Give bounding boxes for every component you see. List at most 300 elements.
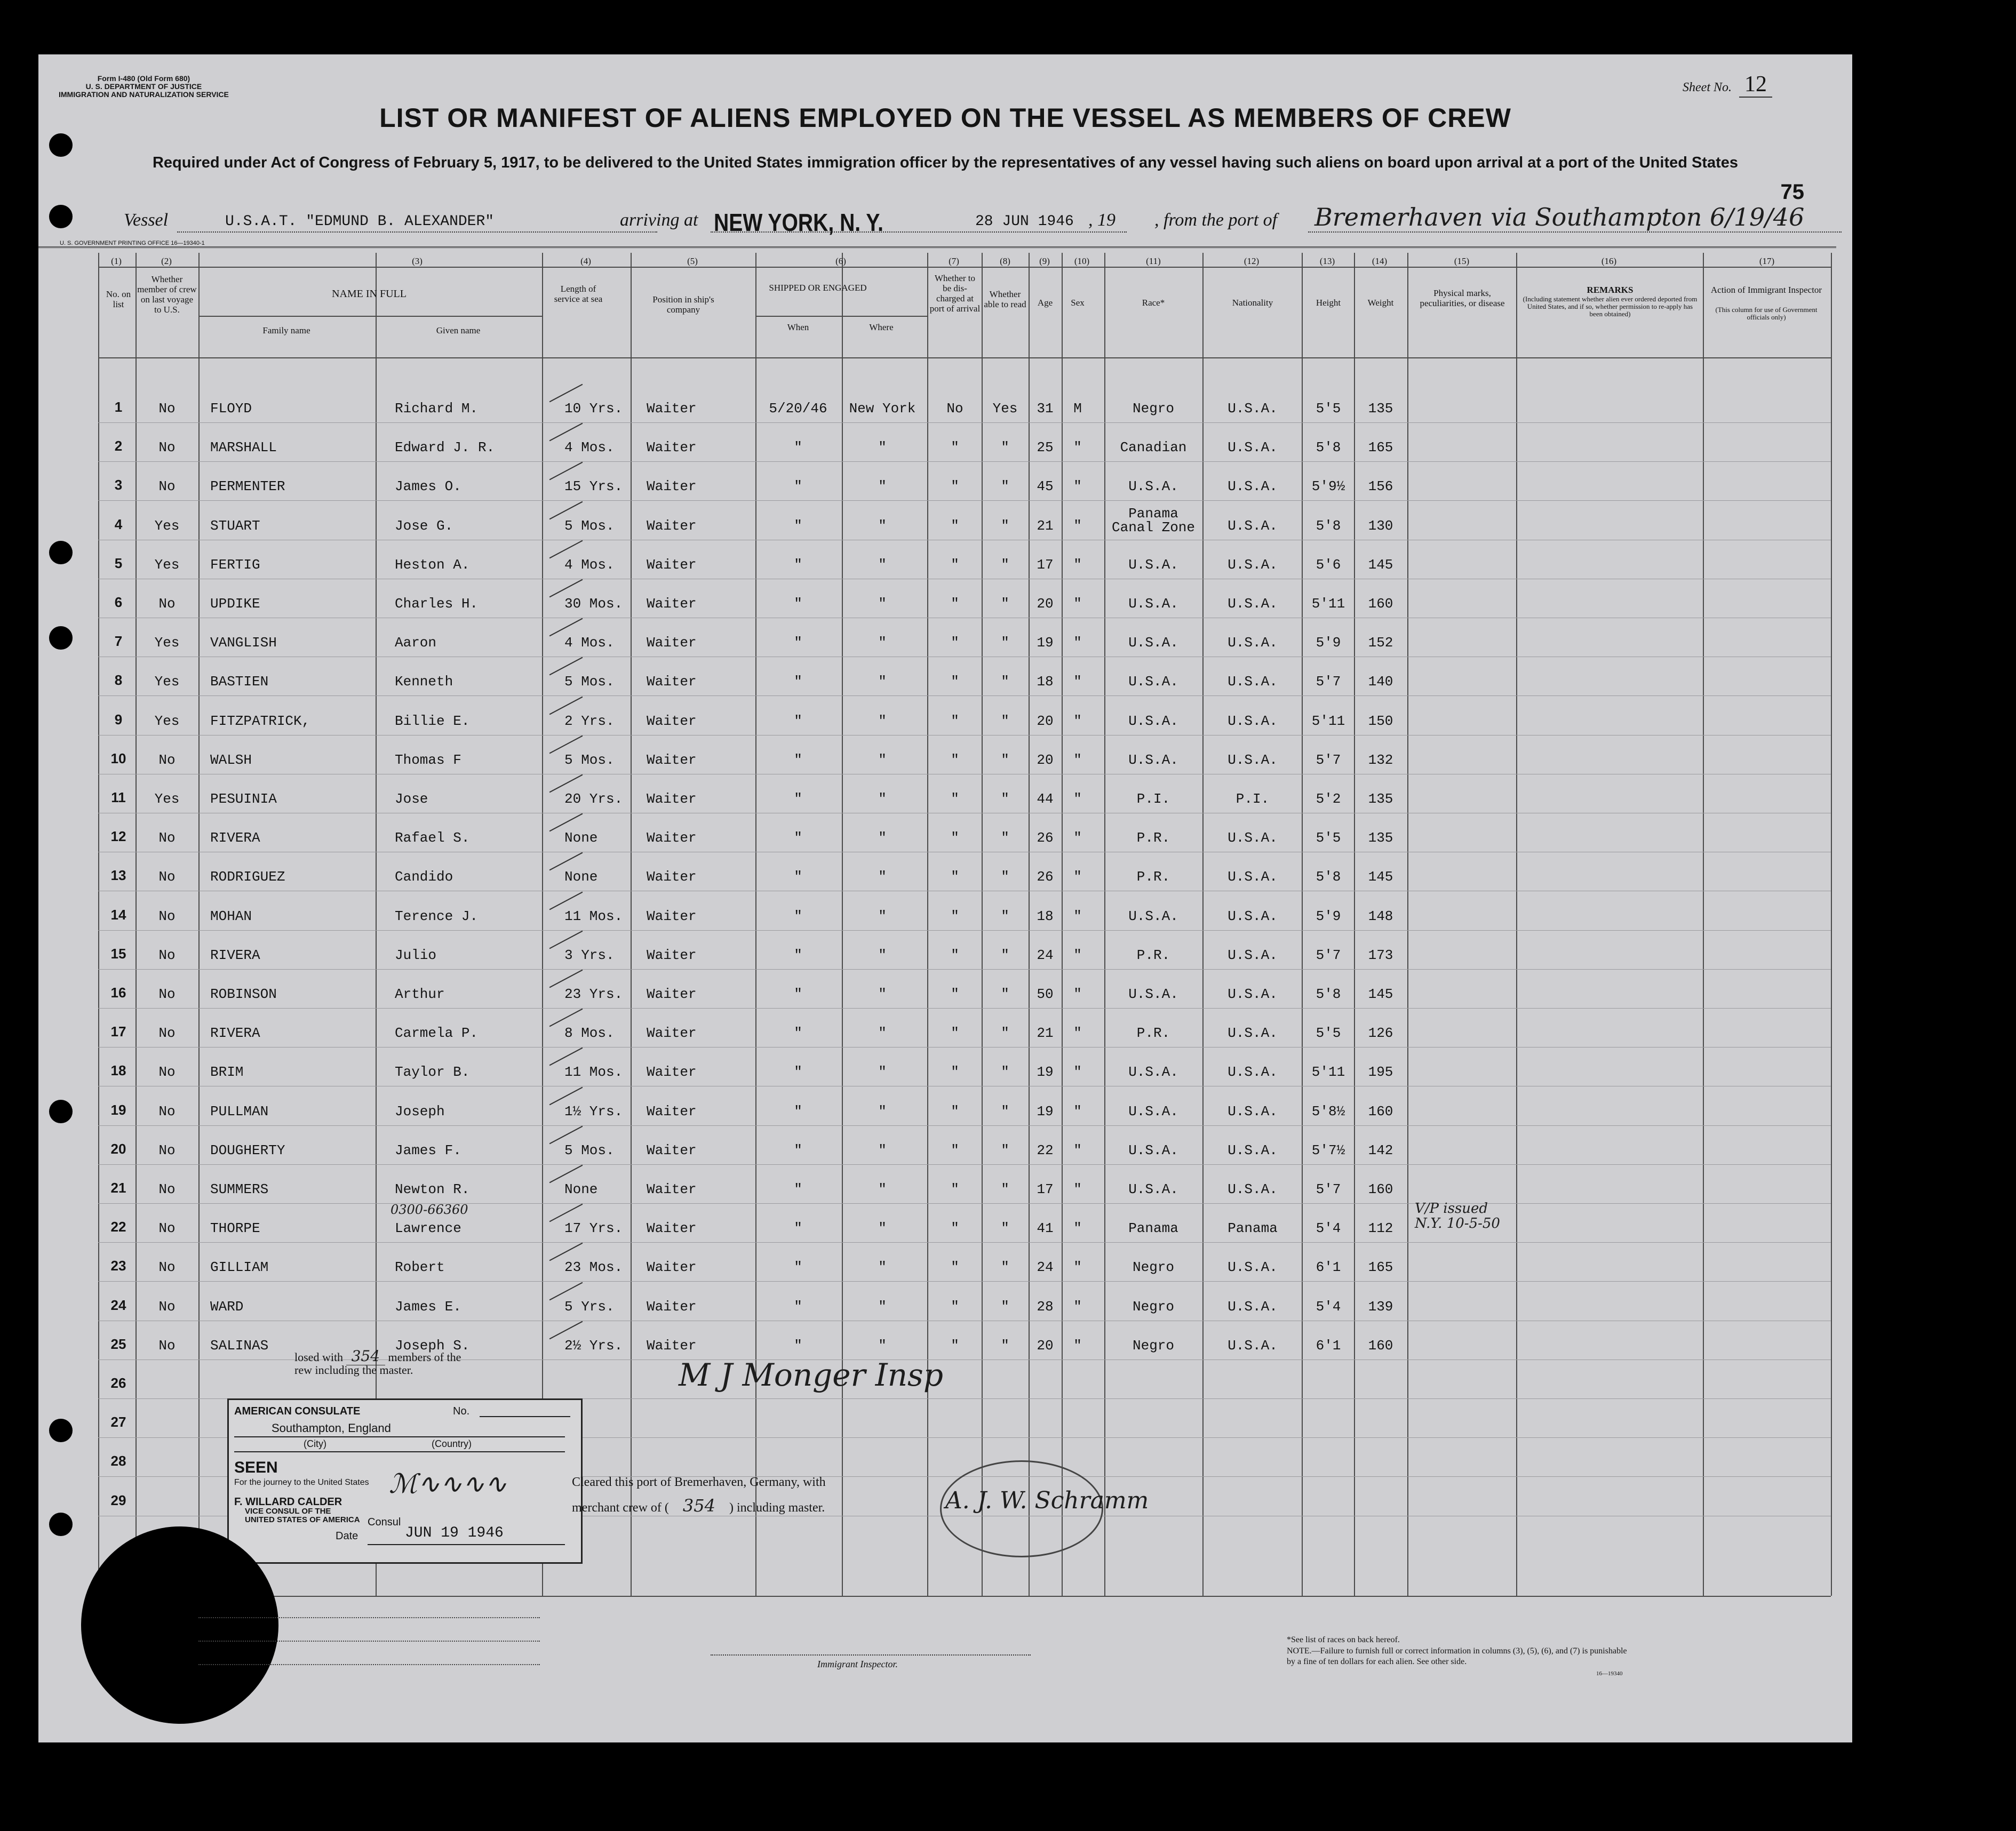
cell-family: GILLIAM — [210, 1259, 269, 1276]
cell-race: Panama Canal Zone — [1111, 505, 1196, 535]
cell-family: FERTIG — [210, 556, 260, 573]
cell-when: " — [794, 1181, 802, 1197]
cell-given: Rafael S. — [395, 830, 470, 846]
cell-height: 5'5 — [1316, 830, 1341, 846]
cell-when: " — [794, 635, 802, 651]
cell-position: Waiter — [647, 1064, 697, 1081]
cell-read: " — [1001, 1337, 1009, 1354]
cell-disch: " — [951, 1298, 959, 1315]
col-header-nationality: Nationality — [1232, 298, 1273, 308]
cell-given: Aaron — [395, 635, 437, 651]
column-number: (10) — [1074, 256, 1090, 266]
checkmark-icon — [549, 1204, 583, 1222]
cell-sex: " — [1073, 596, 1082, 612]
cell-given: Newton R. — [395, 1181, 470, 1197]
city-label: (City) — [304, 1438, 326, 1449]
cell-nat: U.S.A. — [1228, 908, 1278, 924]
cell-age: 19 — [1037, 635, 1054, 651]
cell-service: None — [564, 830, 598, 846]
cell-weight: 135 — [1368, 401, 1393, 417]
cell-height: 5'8½ — [1311, 1103, 1345, 1120]
cell-race: Negro — [1132, 1337, 1174, 1354]
cell-disch: " — [951, 751, 959, 768]
cell-family: STUART — [210, 517, 260, 534]
cell-disch: " — [951, 791, 959, 807]
checkmark-icon — [549, 852, 583, 871]
cell-given: Jose G. — [395, 517, 453, 534]
cell-where: " — [878, 869, 887, 885]
cell-nat: U.S.A. — [1228, 1259, 1278, 1276]
cell-service: 20 Yrs. — [564, 791, 623, 807]
cell-read: " — [1001, 986, 1009, 1002]
cell-height: 6'1 — [1316, 1259, 1341, 1276]
table-column-rule — [376, 253, 377, 1596]
cell-where: New York — [849, 401, 916, 417]
row-rule — [98, 1047, 1831, 1048]
cell-nat: U.S.A. — [1228, 830, 1278, 846]
consulate-no-label: No. — [453, 1405, 470, 1417]
cell-where: " — [878, 1181, 887, 1197]
cell-height: 5'9 — [1316, 908, 1341, 924]
row-number: 10 — [110, 750, 126, 766]
cell-position: Waiter — [647, 986, 697, 1002]
remark-row-22: V/P issued N.Y. 10-5-50 — [1415, 1201, 1500, 1232]
checkmark-icon — [549, 1009, 583, 1027]
cell-age: 20 — [1037, 1337, 1054, 1354]
cell-sex: M — [1073, 401, 1082, 417]
cell-race: P.R. — [1136, 830, 1170, 846]
col-header-able-read: Whether able to read — [984, 289, 1026, 309]
row-number: 23 — [110, 1258, 126, 1274]
cell-prev: No — [158, 401, 176, 417]
col-header-sex: Sex — [1071, 298, 1085, 308]
cell-weight: 150 — [1368, 713, 1393, 729]
cleared-text-a: merchant crew of ( — [572, 1501, 669, 1515]
cell-service: 3 Yrs. — [564, 947, 615, 963]
cell-read: " — [1001, 1181, 1009, 1197]
col-header-given: Given name — [436, 325, 481, 335]
cell-service: 1½ Yrs. — [564, 1103, 623, 1120]
cell-given: Terence J. — [395, 908, 479, 924]
cell-disch: " — [951, 1259, 959, 1276]
consul-name: F. WILLARD CALDER — [234, 1496, 342, 1508]
cell-read: " — [1001, 791, 1009, 807]
cell-position: Waiter — [647, 478, 697, 495]
cell-race: Canadian — [1120, 439, 1187, 456]
cell-where: " — [878, 1259, 887, 1276]
cell-when: " — [794, 1064, 802, 1081]
consulate-city: Southampton, England — [272, 1421, 391, 1435]
row-number: 2 — [114, 438, 123, 454]
cell-position: Waiter — [647, 908, 697, 924]
cell-weight: 160 — [1368, 1103, 1393, 1120]
cell-weight: 139 — [1368, 1298, 1393, 1315]
row-rule — [98, 1125, 1831, 1126]
from-label: , from the port of — [1154, 210, 1278, 230]
cell-age: 26 — [1037, 869, 1054, 885]
col-header-weight: Weight — [1367, 298, 1394, 308]
checkmark-icon — [549, 1125, 583, 1144]
cell-race: U.S.A. — [1128, 751, 1178, 768]
table-column-rule — [198, 253, 200, 1596]
cell-height: 5'2 — [1316, 791, 1341, 807]
cell-family: WALSH — [210, 751, 252, 768]
cell-given: Thomas F — [395, 751, 461, 768]
cell-service: 4 Mos. — [564, 556, 615, 573]
checkmark-icon — [549, 970, 583, 988]
table-row-rule — [98, 267, 1831, 268]
cell-age: 45 — [1037, 478, 1054, 495]
column-number: (3) — [412, 256, 423, 266]
cell-when: " — [794, 986, 802, 1002]
cell-when: " — [794, 713, 802, 729]
cell-height: 5'5 — [1316, 401, 1341, 417]
cell-position: Waiter — [647, 1103, 697, 1120]
table-column-rule — [631, 253, 632, 1596]
closure-text-a: losed with — [294, 1350, 344, 1364]
row-number: 22 — [110, 1219, 126, 1235]
cell-disch: " — [951, 986, 959, 1002]
row-rule — [98, 461, 1831, 462]
cell-family: MARSHALL — [210, 439, 277, 456]
cell-sex: " — [1073, 517, 1082, 534]
cell-race: P.R. — [1136, 947, 1170, 963]
row-number: 21 — [110, 1180, 126, 1196]
cell-read: " — [1001, 751, 1009, 768]
cell-disch: No — [946, 401, 963, 417]
cell-family: BRIM — [210, 1064, 244, 1081]
cell-when: " — [794, 869, 802, 885]
cell-read: " — [1001, 1103, 1009, 1120]
cell-sex: " — [1073, 713, 1082, 729]
cell-race: P.R. — [1136, 869, 1170, 885]
consul-label: Consul — [368, 1516, 401, 1528]
cell-where: " — [878, 674, 887, 690]
cell-family: WARD — [210, 1298, 244, 1315]
cell-read: " — [1001, 517, 1009, 534]
cell-sex: " — [1073, 635, 1082, 651]
inspector-signature: M J Monger Insp — [679, 1357, 943, 1393]
cell-where: " — [878, 947, 887, 963]
row-number: 5 — [114, 555, 123, 571]
cell-family: THORPE — [210, 1220, 260, 1237]
cell-when: 5/20/46 — [769, 401, 827, 417]
cell-given: Heston A. — [395, 556, 470, 573]
cell-family: BASTIEN — [210, 674, 269, 690]
cell-nat: U.S.A. — [1228, 439, 1278, 456]
cell-when: " — [794, 439, 802, 456]
checkmark-icon — [549, 1086, 583, 1105]
closure-line-1 — [294, 1347, 461, 1365]
cell-weight: 112 — [1368, 1220, 1393, 1237]
cell-where: " — [878, 635, 887, 651]
cell-where: " — [878, 1064, 887, 1081]
cell-where: " — [878, 908, 887, 924]
cell-weight: 160 — [1368, 1181, 1393, 1197]
column-number: (8) — [1000, 256, 1010, 266]
cell-prev: No — [158, 947, 176, 963]
cell-position: Waiter — [647, 439, 697, 456]
cell-position: Waiter — [647, 1142, 697, 1158]
col-header-age: Age — [1037, 298, 1053, 308]
cell-read: " — [1001, 556, 1009, 573]
cell-family: PERMENTER — [210, 478, 285, 495]
checkmark-icon — [549, 423, 583, 442]
col-header-position: Position in ship's company — [652, 294, 714, 315]
cell-weight: 148 — [1368, 908, 1393, 924]
closure-crew-count: 354 — [346, 1347, 385, 1365]
cell-nat: U.S.A. — [1228, 1142, 1278, 1158]
row-rule — [98, 1281, 1831, 1282]
binder-hole — [49, 205, 73, 228]
cell-nat: U.S.A. — [1228, 1181, 1278, 1197]
row-number: 1 — [114, 399, 123, 415]
cell-weight: 126 — [1368, 1025, 1393, 1042]
cell-where: " — [878, 1103, 887, 1120]
row-number: 7 — [114, 633, 123, 650]
cell-family: ROBINSON — [210, 986, 277, 1002]
cell-disch: " — [951, 635, 959, 651]
cell-sex: " — [1073, 1064, 1082, 1081]
form-number: Form I-480 (Old Form 680) — [97, 74, 190, 83]
cell-given: James O. — [395, 478, 461, 495]
cell-position: Waiter — [647, 556, 697, 573]
column-number: (4) — [580, 256, 591, 266]
cell-family: FITZPATRICK, — [210, 713, 310, 729]
cell-race: Panama — [1128, 1220, 1178, 1237]
cell-read: " — [1001, 1025, 1009, 1042]
cell-weight: 165 — [1368, 1259, 1393, 1276]
cleared-signature: A. J. W. Schramm — [945, 1487, 1149, 1514]
cell-family: PULLMAN — [210, 1103, 269, 1120]
cell-service: 23 Mos. — [564, 1259, 623, 1276]
cell-family: MOHAN — [210, 908, 252, 924]
cell-service: 4 Mos. — [564, 635, 615, 651]
table-row-rule — [198, 316, 542, 317]
cell-nat: U.S.A. — [1228, 947, 1278, 963]
cell-prev: Yes — [154, 713, 180, 729]
cell-nat: U.S.A. — [1228, 1298, 1278, 1315]
cell-weight: 135 — [1368, 791, 1393, 807]
checkmark-icon — [549, 462, 583, 481]
cell-disch: " — [951, 869, 959, 885]
cell-age: 28 — [1037, 1298, 1054, 1315]
column-number: (2) — [161, 256, 172, 266]
cell-service: 11 Mos. — [564, 908, 623, 924]
cell-when: " — [794, 674, 802, 690]
cell-service: 2½ Yrs. — [564, 1337, 623, 1354]
cell-weight: 160 — [1368, 596, 1393, 612]
cell-given: Joseph — [395, 1103, 445, 1120]
cell-nat: U.S.A. — [1228, 713, 1278, 729]
col-header-where: Where — [869, 322, 894, 332]
cell-prev: No — [158, 439, 176, 456]
row-rule — [98, 422, 1831, 423]
vessel-name: U.S.A.T. "EDMUND B. ALEXANDER" — [225, 213, 495, 230]
vessel-line — [124, 203, 1831, 236]
form-code: 16—19340 — [1596, 1670, 1623, 1677]
cell-where: " — [878, 1142, 887, 1158]
binder-hole — [49, 1100, 73, 1123]
cell-age: 21 — [1037, 517, 1054, 534]
cleared-line-1: Cleared this port of Bremerhaven, Germany, with — [572, 1475, 826, 1489]
cell-read: " — [1001, 596, 1009, 612]
cell-prev: No — [158, 1259, 176, 1276]
table-column-rule — [1831, 253, 1832, 1596]
column-number: (1) — [111, 256, 122, 266]
cell-height: 5'11 — [1311, 713, 1345, 729]
column-number: (12) — [1244, 256, 1260, 266]
col-header-remarks-sub: (Including statement whether alien ever ordered deported from United States, and if so, whether permission to re-apply has been obtained) — [1523, 295, 1698, 318]
cell-disch: " — [951, 713, 959, 729]
cell-read: " — [1001, 1064, 1009, 1081]
column-number: (5) — [687, 256, 698, 266]
cell-disch: " — [951, 478, 959, 495]
binder-hole — [49, 1513, 73, 1536]
cell-nat: U.S.A. — [1228, 401, 1278, 417]
cell-sex: " — [1073, 1142, 1082, 1158]
cell-read: " — [1001, 713, 1009, 729]
cell-disch: " — [951, 439, 959, 456]
cell-race: U.S.A. — [1128, 556, 1178, 573]
closure-line-2: rew including the master. — [294, 1363, 413, 1377]
cell-age: 20 — [1037, 713, 1054, 729]
cell-weight: 145 — [1368, 556, 1393, 573]
cell-disch: " — [951, 830, 959, 846]
checkmark-icon — [549, 1048, 583, 1066]
cell-family: RIVERA — [210, 830, 260, 846]
checkmark-icon — [549, 930, 583, 949]
cell-age: 25 — [1037, 439, 1054, 456]
cell-given: Lawrence — [395, 1220, 461, 1237]
cell-family: SALINAS — [210, 1337, 269, 1354]
cell-where: " — [878, 556, 887, 573]
row-number: 12 — [110, 828, 126, 845]
cell-read: Yes — [992, 401, 1018, 417]
cell-family: UPDIKE — [210, 596, 260, 612]
closure-text-b: members of the — [388, 1350, 461, 1364]
cell-race: Negro — [1132, 1298, 1174, 1315]
row-number: 29 — [110, 1492, 126, 1508]
form-dept: U. S. DEPARTMENT OF JUSTICE — [85, 82, 202, 91]
column-number: (6) — [835, 256, 846, 266]
col-header-discharged: Whether to be dis-charged at port of arrival — [929, 273, 981, 314]
cell-where: " — [878, 713, 887, 729]
inspector-label: Immigrant Inspector. — [817, 1659, 898, 1669]
cell-race: U.S.A. — [1128, 713, 1178, 729]
cell-when: " — [794, 478, 802, 495]
cell-age: 24 — [1037, 947, 1054, 963]
cell-service: None — [564, 869, 598, 885]
cell-race: U.S.A. — [1128, 1181, 1178, 1197]
cell-race: U.S.A. — [1128, 1103, 1178, 1120]
cell-given: James F. — [395, 1142, 461, 1158]
cell-when: " — [794, 517, 802, 534]
column-number: (17) — [1759, 256, 1775, 266]
cell-service: 30 Mos. — [564, 596, 623, 612]
cell-read: " — [1001, 947, 1009, 963]
cell-given: Robert — [395, 1259, 445, 1276]
cell-service: 8 Mos. — [564, 1025, 615, 1042]
cell-when: " — [794, 1103, 802, 1120]
cell-position: Waiter — [647, 1337, 697, 1354]
cell-age: 31 — [1037, 401, 1054, 417]
cell-age: 44 — [1037, 791, 1054, 807]
cell-height: 5'9 — [1316, 635, 1341, 651]
row-number: 9 — [114, 711, 123, 727]
cell-service: 11 Mos. — [564, 1064, 623, 1081]
checkmark-icon — [549, 696, 583, 715]
cell-disch: " — [951, 1220, 959, 1237]
cell-given: Julio — [395, 947, 437, 963]
cell-where: " — [878, 439, 887, 456]
col-header-family: Family name — [262, 325, 310, 335]
seen-label: SEEN — [234, 1459, 278, 1476]
row-rule — [98, 695, 1831, 696]
cell-race: U.S.A. — [1128, 478, 1178, 495]
table-row-rule — [98, 357, 1831, 358]
row-rule — [98, 1242, 1831, 1243]
cell-read: " — [1001, 1259, 1009, 1276]
cell-sex: " — [1073, 556, 1082, 573]
cell-disch: " — [951, 596, 959, 612]
cell-when: " — [794, 1220, 802, 1237]
cell-height: 5'8 — [1316, 517, 1341, 534]
row-number: 20 — [110, 1140, 126, 1157]
cell-service: 4 Mos. — [564, 439, 615, 456]
cell-service: 5 Mos. — [564, 517, 615, 534]
cell-prev: No — [158, 1142, 176, 1158]
consul-date: JUN 19 1946 — [405, 1525, 504, 1541]
cell-weight: 195 — [1368, 1064, 1393, 1081]
consul-signature-icon: ℳ∿∿∿∿ — [389, 1468, 507, 1499]
cell-read: " — [1001, 869, 1009, 885]
cell-age: 17 — [1037, 1181, 1054, 1197]
cell-given: Richard M. — [395, 401, 479, 417]
cell-race: U.S.A. — [1128, 986, 1178, 1002]
cell-service: 23 Yrs. — [564, 986, 623, 1002]
cell-height: 6'1 — [1316, 1337, 1341, 1354]
cell-when: " — [794, 751, 802, 768]
cell-position: Waiter — [647, 830, 697, 846]
cell-given: James E. — [395, 1298, 461, 1315]
cell-disch: " — [951, 1337, 959, 1354]
cell-position: Waiter — [647, 713, 697, 729]
cell-position: Waiter — [647, 1220, 697, 1237]
cell-prev: Yes — [154, 791, 180, 807]
cell-family: SUMMERS — [210, 1181, 269, 1197]
cell-race: U.S.A. — [1128, 596, 1178, 612]
cell-sex: " — [1073, 1220, 1082, 1237]
table-column-rule — [1516, 253, 1517, 1596]
cell-when: " — [794, 596, 802, 612]
cell-weight: 165 — [1368, 439, 1393, 456]
cell-given: Arthur — [395, 986, 445, 1002]
table-row-rule — [755, 316, 927, 317]
cell-position: Waiter — [647, 947, 697, 963]
table-column-rule — [1703, 253, 1704, 1596]
cell-nat: U.S.A. — [1228, 869, 1278, 885]
cell-sex: " — [1073, 1337, 1082, 1354]
checkmark-icon — [549, 735, 583, 754]
arrival-date: 28 JUN 1946 — [975, 213, 1074, 230]
page-subtitle: Required under Act of Congress of February 5, 1917, to be delivered to the United States immigration officer by the representatives of any vessel having such aliens on board upon arrival at a port of the United States — [152, 154, 1739, 171]
cell-prev: No — [158, 986, 176, 1002]
cell-position: Waiter — [647, 1181, 697, 1197]
cell-position: Waiter — [647, 1025, 697, 1042]
cell-where: " — [878, 596, 887, 612]
binder-hole — [49, 626, 73, 650]
